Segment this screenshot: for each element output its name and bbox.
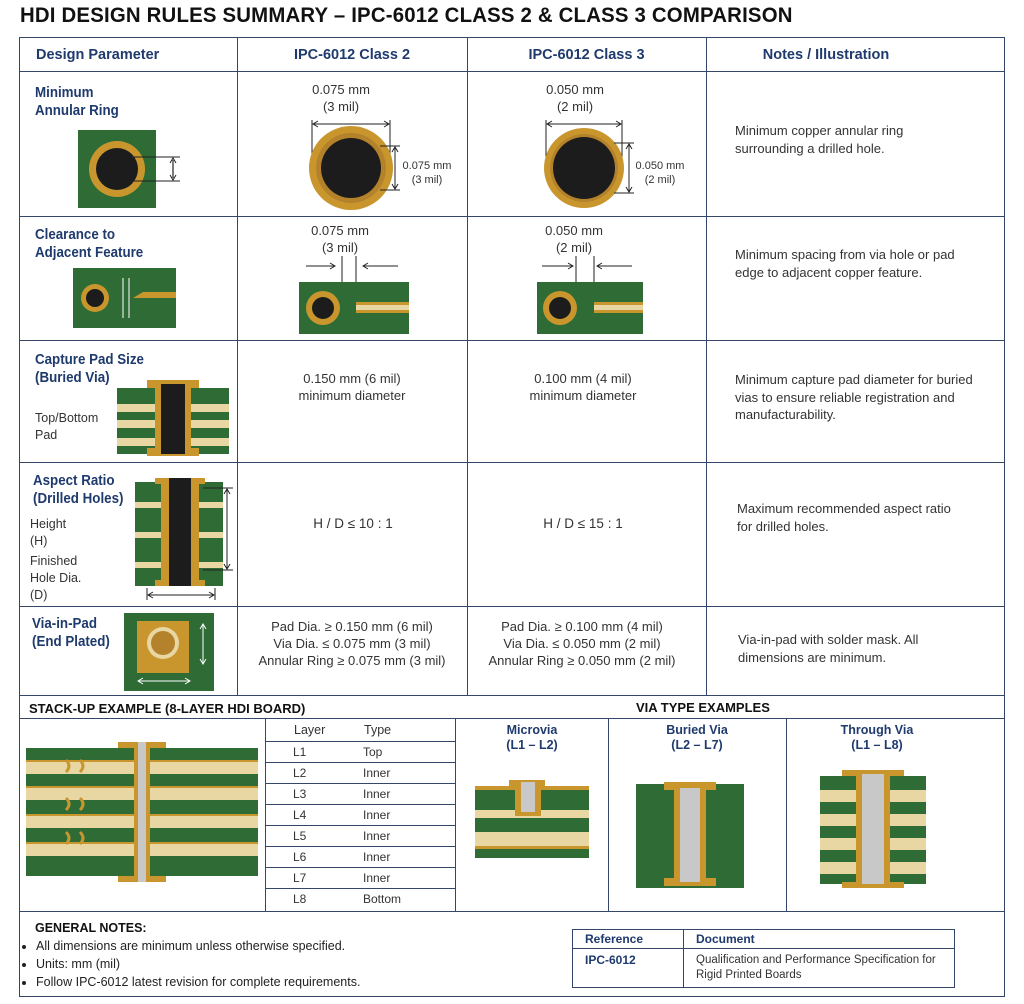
layer-cell: L7 — [265, 868, 335, 889]
note-clearance: Minimum spacing from via hole or pad edge to adjacent copper feature. — [735, 247, 955, 280]
divider — [19, 340, 1005, 341]
class2-clearance-drawing — [298, 256, 410, 336]
divider — [19, 606, 1005, 607]
header-class3: IPC-6012 Class 3 — [528, 47, 645, 63]
type-cell: Inner — [335, 868, 455, 889]
divider — [19, 462, 1005, 463]
divider — [706, 37, 707, 695]
list-item: • Follow IPC-6012 latest revision for complete requirements. — [36, 973, 360, 991]
row-annular-ring-label: Minimum Annular Ring — [35, 85, 119, 119]
row-aspect-ratio-label: Aspect Ratio (Drilled Holes) — [33, 473, 124, 507]
row-via-in-pad-label: Via-in-Pad (End Plated) — [32, 616, 110, 650]
class3-clearance-drawing — [536, 256, 648, 336]
through-via-illustration — [820, 770, 928, 888]
class3-annular-value: 0.050 mm (2 mil) — [546, 82, 604, 114]
via-type-microvia-label: Microvia (L1 – L2) — [506, 723, 558, 752]
table-row — [265, 889, 455, 910]
annular-ring-illustration — [75, 130, 185, 210]
type-cell: Inner — [335, 763, 455, 784]
class3-aspect-value: H / D ≤ 15 : 1 — [543, 516, 623, 531]
divider — [19, 71, 1005, 72]
table-row — [573, 930, 955, 949]
type-cell: Inner — [335, 847, 455, 868]
table-row — [265, 763, 455, 784]
microvia-illustration — [475, 780, 589, 858]
ref-header: Reference — [573, 930, 684, 949]
clearance-illustration — [73, 268, 178, 330]
class3-capture-value: 0.100 mm (4 mil) minimum diameter — [529, 371, 637, 403]
ref-cell: IPC-6012 — [573, 949, 684, 988]
stackup-title: STACK-UP EXAMPLE (8-LAYER HDI BOARD) — [29, 701, 306, 716]
via-types-title: VIA TYPE EXAMPLES — [636, 700, 770, 715]
header-notes: Notes / Illustration — [762, 47, 890, 63]
layer-cell: L1 — [265, 742, 335, 763]
class2-aspect-value: H / D ≤ 10 : 1 — [313, 516, 393, 531]
doc-header: Document — [684, 930, 955, 949]
page-title: HDI DESIGN RULES SUMMARY – IPC-6012 CLASS 2 & CLASS 3 COMPARISON — [20, 4, 793, 27]
class3-clearance-value: 0.050 mm (2 mil) — [545, 223, 603, 255]
class3-annular-side: 0.050 mm (2 mil) — [635, 160, 685, 186]
stackup-col-type: Type — [364, 723, 392, 737]
type-cell: Inner — [335, 805, 455, 826]
buried-via-illustration — [636, 782, 746, 888]
divider — [19, 695, 1005, 696]
note-via-in-pad: Via-in-pad with solder mask. All dimensions are minimum. — [738, 632, 919, 665]
divider — [19, 216, 1005, 217]
type-cell: Inner — [335, 826, 455, 847]
aspect-ratio-illustration — [135, 476, 245, 604]
class3-via-in-pad-value: Pad Dia. ≥ 0.100 mm (4 mil) Via Dia. ≤ 0.050 mm (2 mil) Annular Ring ≥ 0.050 mm (2 mil) — [488, 619, 676, 668]
table-row — [573, 949, 955, 988]
aspect-diameter-label: Finished Hole Dia. (D) — [30, 554, 82, 602]
row-capture-pad-label: Capture Pad Size (Buried Via) — [35, 352, 144, 386]
layer-cell: L6 — [265, 847, 335, 868]
table-row — [265, 784, 455, 805]
stackup-illustration — [26, 742, 258, 882]
class2-annular-value: 0.075 mm (3 mil) — [312, 82, 370, 114]
capture-pad-illustration — [117, 380, 229, 456]
via-in-pad-illustration — [123, 613, 217, 693]
table-row — [265, 805, 455, 826]
note-aspect-ratio: Maximum recommended aspect ratio for drilled holes. — [737, 501, 951, 534]
table-row — [265, 868, 455, 889]
layer-cell: L2 — [265, 763, 335, 784]
aspect-height-label: Height (H) — [30, 517, 67, 548]
general-notes-title: GENERAL NOTES: — [35, 921, 147, 935]
table-row — [265, 742, 455, 763]
doc-cell: Qualification and Performance Specification for Rigid Printed Boards — [684, 949, 955, 988]
reference-table — [572, 929, 955, 988]
table-row — [265, 826, 455, 847]
type-cell: Bottom — [363, 892, 402, 906]
layer-cell: L3 — [265, 784, 335, 805]
class2-clearance-value: 0.075 mm (3 mil) — [311, 223, 369, 255]
list-item: • Units: mm (mil) — [36, 955, 360, 973]
row-clearance-label: Clearance to Adjacent Feature — [35, 227, 144, 261]
general-notes-list — [20, 937, 360, 991]
note-capture-pad: Minimum capture pad diameter for buried vias to ensure reliable registration and manufacturability. — [735, 372, 973, 422]
layer-cell: L8 — [293, 892, 307, 906]
header-class2: IPC-6012 Class 2 — [293, 47, 411, 63]
divider — [19, 718, 1005, 719]
class2-capture-value: 0.150 mm (6 mil) minimum diameter — [298, 371, 406, 403]
type-cell: Inner — [335, 784, 455, 805]
list-item: • All dimensions are minimum unless otherwise specified. — [36, 937, 360, 955]
stackup-layer-table — [265, 742, 455, 909]
type-cell: Top — [335, 742, 455, 763]
class2-annular-side: 0.075 mm (3 mil) — [402, 160, 452, 186]
divider — [19, 911, 1005, 912]
via-type-buried-label: Buried Via (L2 – L7) — [666, 723, 728, 752]
via-type-through-label: Through Via (L1 – L8) — [840, 723, 914, 752]
layer-cell: L5 — [265, 826, 335, 847]
capture-pad-sublabel: Top/Bottom Pad — [35, 411, 99, 442]
stackup-col-layer: Layer — [294, 723, 326, 737]
header-parameter: Design Parameter — [36, 47, 160, 63]
class2-via-in-pad-value: Pad Dia. ≥ 0.150 mm (6 mil) Via Dia. ≤ 0.075 mm (3 mil) Annular Ring ≥ 0.075 mm (3 mil) — [258, 619, 446, 668]
table-row — [265, 847, 455, 868]
layer-cell: L4 — [265, 805, 335, 826]
note-annular-ring: Minimum copper annular ring surrounding a drilled hole. — [735, 123, 904, 156]
